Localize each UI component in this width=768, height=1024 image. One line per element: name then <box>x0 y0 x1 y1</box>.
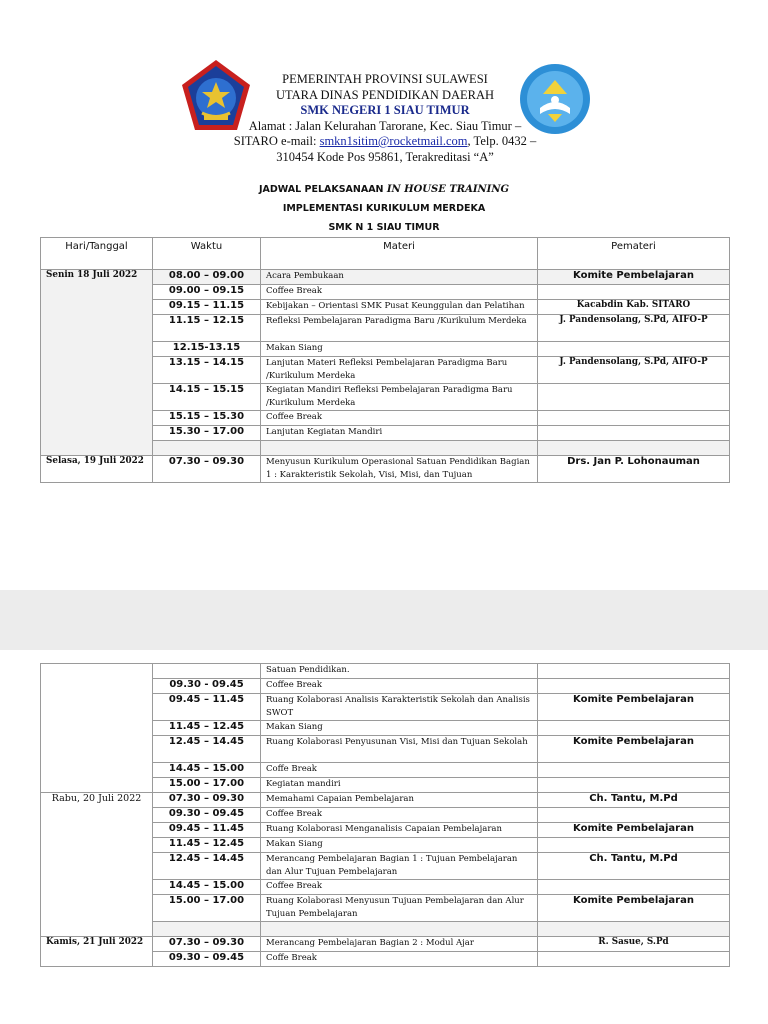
day-cell: Kamis, 21 Juli 2022 <box>41 937 153 967</box>
time-cell: 12.45 – 14.45 <box>153 736 261 763</box>
table-row <box>41 456 730 483</box>
time-cell: 09.15 – 11.15 <box>153 300 261 315</box>
speaker-cell: Kacabdin Kab. SITARO <box>538 300 730 315</box>
speaker-cell: Ch. Tantu, M.Pd <box>538 853 730 880</box>
time-cell: 15.30 – 17.00 <box>153 426 261 441</box>
material-cell: Memahami Capaian Pembelajaran <box>261 793 538 808</box>
table-row <box>41 793 730 808</box>
speaker-cell <box>538 952 730 967</box>
title-line-1-italic: IN HOUSE TRAINING <box>386 184 510 195</box>
time-cell: 15.15 – 15.30 <box>153 411 261 426</box>
day-cell: Senin 18 Juli 2022 <box>41 270 153 456</box>
time-cell: 09.45 – 11.45 <box>153 694 261 721</box>
material-cell: Makan Siang <box>261 838 538 853</box>
speaker-cell: Komite Pembelajaran <box>538 736 730 763</box>
column-header-time: Waktu <box>153 238 261 270</box>
material-cell: Acara Pembukaan <box>261 270 538 285</box>
day-cell: Rabu, 20 Juli 2022 <box>41 793 153 937</box>
time-cell: 14.45 – 15.00 <box>153 763 261 778</box>
day-cell <box>41 664 153 793</box>
time-cell: 09.30 – 09.45 <box>153 808 261 823</box>
table-row <box>41 937 730 952</box>
material-cell: Coffe Break <box>261 763 538 778</box>
time-cell <box>153 664 261 679</box>
material-cell: Coffee Break <box>261 411 538 426</box>
time-cell: 15.00 – 17.00 <box>153 778 261 793</box>
material-cell: Lanjutan Materi Refleksi Pembelajaran Paradigma Baru /Kurikulum Merdeka <box>261 357 538 384</box>
material-cell: Coffee Break <box>261 880 538 895</box>
time-cell: 09.00 – 09.15 <box>153 285 261 300</box>
material-cell: Ruang Kolaborasi Menganalisis Capaian Pembelajaran <box>261 823 538 838</box>
time-cell <box>153 441 261 456</box>
speaker-cell <box>538 778 730 793</box>
speaker-cell: Komite Pembelajaran <box>538 823 730 838</box>
letterhead-line-2: UTARA DINAS PENDIDIKAN DAERAH <box>275 87 495 102</box>
time-cell: 07.30 – 09.30 <box>153 793 261 808</box>
speaker-cell <box>538 838 730 853</box>
speaker-cell <box>538 342 730 357</box>
letterhead <box>230 72 540 165</box>
time-cell: 14.45 – 15.00 <box>153 880 261 895</box>
speaker-cell <box>538 880 730 895</box>
material-cell: Ruang Kolaborasi Analisis Karakteristik Sekolah dan Analisis SWOT <box>261 694 538 721</box>
speaker-cell: J. Pandensolang, S.Pd, AIFO-P <box>538 315 730 342</box>
time-cell: 14.15 – 15.15 <box>153 384 261 411</box>
time-cell: 12.45 – 14.45 <box>153 853 261 880</box>
material-cell: Merancang Pembelajaran Bagian 1 : Tujuan Pembelajaran dan Alur Tujuan Pembelajaran <box>261 853 538 880</box>
material-cell: Ruang Kolaborasi Penyusunan Visi, Misi dan Tujuan Sekolah <box>261 736 538 763</box>
material-cell: Makan Siang <box>261 721 538 736</box>
title-line-3: SMK N 1 SIAU TIMUR <box>328 222 440 233</box>
speaker-cell: R. Sasue, S.Pd <box>538 937 730 952</box>
schedule-table <box>40 237 730 483</box>
material-cell: Kegiatan Mandiri Refleksi Pembelajaran Paradigma Baru /Kurikulum Merdeka <box>261 384 538 411</box>
time-cell: 13.15 – 14.15 <box>153 357 261 384</box>
title-line-1-text: JADWAL PELAKSANAAN <box>258 184 387 195</box>
time-cell: 09.30 - 09.45 <box>153 679 261 694</box>
day-cell: Selasa, 19 Juli 2022 <box>41 456 153 483</box>
material-cell: Coffee Break <box>261 808 538 823</box>
address-prefix: SITARO e-mail: <box>233 134 320 148</box>
material-cell <box>261 441 538 456</box>
address-line-3: 310454 Kode Pos 95861, Terakreditasi “A” <box>276 149 494 164</box>
material-cell: Satuan Pendidikan. <box>261 664 538 679</box>
material-cell: Coffee Break <box>261 679 538 694</box>
material-cell: Makan Siang <box>261 342 538 357</box>
speaker-cell: Komite Pembelajaran <box>538 694 730 721</box>
material-cell: Lanjutan Kegiatan Mandiri <box>261 426 538 441</box>
speaker-cell <box>538 922 730 937</box>
speaker-cell <box>538 285 730 300</box>
table-row <box>41 664 730 679</box>
speaker-cell <box>538 426 730 441</box>
time-cell: 07.30 – 09.30 <box>153 937 261 952</box>
material-cell: Merancang Pembelajaran Bagian 2 : Modul Ajar <box>261 937 538 952</box>
material-cell: Kegiatan mandiri <box>261 778 538 793</box>
column-header-day: Hari/Tanggal <box>41 238 153 270</box>
time-cell: 09.45 – 11.45 <box>153 823 261 838</box>
speaker-cell: Ch. Tantu, M.Pd <box>538 793 730 808</box>
time-cell: 09.30 – 09.45 <box>153 952 261 967</box>
table-row <box>41 270 730 285</box>
material-cell: Coffe Break <box>261 952 538 967</box>
material-cell: Ruang Kolaborasi Menyusun Tujuan Pembelajaran dan Alur Tujuan Pembelajaran <box>261 895 538 922</box>
address-line-1: Alamat : Jalan Kelurahan Tarorane, Kec. Siau Timur – <box>248 118 522 133</box>
speaker-cell <box>538 679 730 694</box>
speaker-cell: J. Pandensolang, S.Pd, AIFO-P <box>538 357 730 384</box>
speaker-cell <box>538 411 730 426</box>
time-cell: 12.15-13.15 <box>153 342 261 357</box>
speaker-cell: Komite Pembelajaran <box>538 895 730 922</box>
speaker-cell <box>538 441 730 456</box>
school-name: SMK NEGERI 1 SIAU TIMUR <box>300 103 470 117</box>
material-cell <box>261 922 538 937</box>
speaker-cell <box>538 384 730 411</box>
column-header-material: Materi <box>261 238 538 270</box>
speaker-cell <box>538 721 730 736</box>
time-cell: 11.45 – 12.45 <box>153 838 261 853</box>
speaker-cell <box>538 664 730 679</box>
time-cell: 15.00 – 17.00 <box>153 895 261 922</box>
email-link[interactable]: smkn1sitim@rocketmail.com <box>319 134 468 148</box>
time-cell: 07.30 – 09.30 <box>153 456 261 483</box>
time-cell <box>153 922 261 937</box>
speaker-cell <box>538 808 730 823</box>
material-cell: Refleksi Pembelajaran Paradigma Baru /Kurikulum Merdeka <box>261 315 538 342</box>
address-line-2 <box>230 134 540 150</box>
title-line-2: IMPLEMENTASI KURIKULUM MERDEKA <box>282 203 486 214</box>
time-cell: 08.00 – 09.00 <box>153 270 261 285</box>
schedule-table-continued <box>40 663 730 967</box>
document-page-2 <box>0 650 768 1024</box>
address-suffix: , Telp. 0432 – <box>467 134 537 148</box>
column-header-speaker: Pemateri <box>538 238 730 270</box>
material-cell: Kebijakan – Orientasi SMK Pusat Keunggulan dan Pelatihan <box>261 300 538 315</box>
speaker-cell <box>538 763 730 778</box>
title-line-1 <box>0 180 768 199</box>
letterhead-line-1: PEMERINTAH PROVINSI SULAWESI <box>282 72 488 86</box>
document-title <box>0 180 768 237</box>
time-cell: 11.45 – 12.45 <box>153 721 261 736</box>
speaker-cell: Drs. Jan P. Lohonauman <box>538 456 730 483</box>
speaker-cell: Komite Pembelajaran <box>538 270 730 285</box>
material-cell: Menyusun Kurikulum Operasional Satuan Pendidikan Bagian 1 : Karakteristik Sekolah, Visi, Misi, dan Tujuan <box>261 456 538 483</box>
time-cell: 11.15 – 12.15 <box>153 315 261 342</box>
material-cell: Coffee Break <box>261 285 538 300</box>
